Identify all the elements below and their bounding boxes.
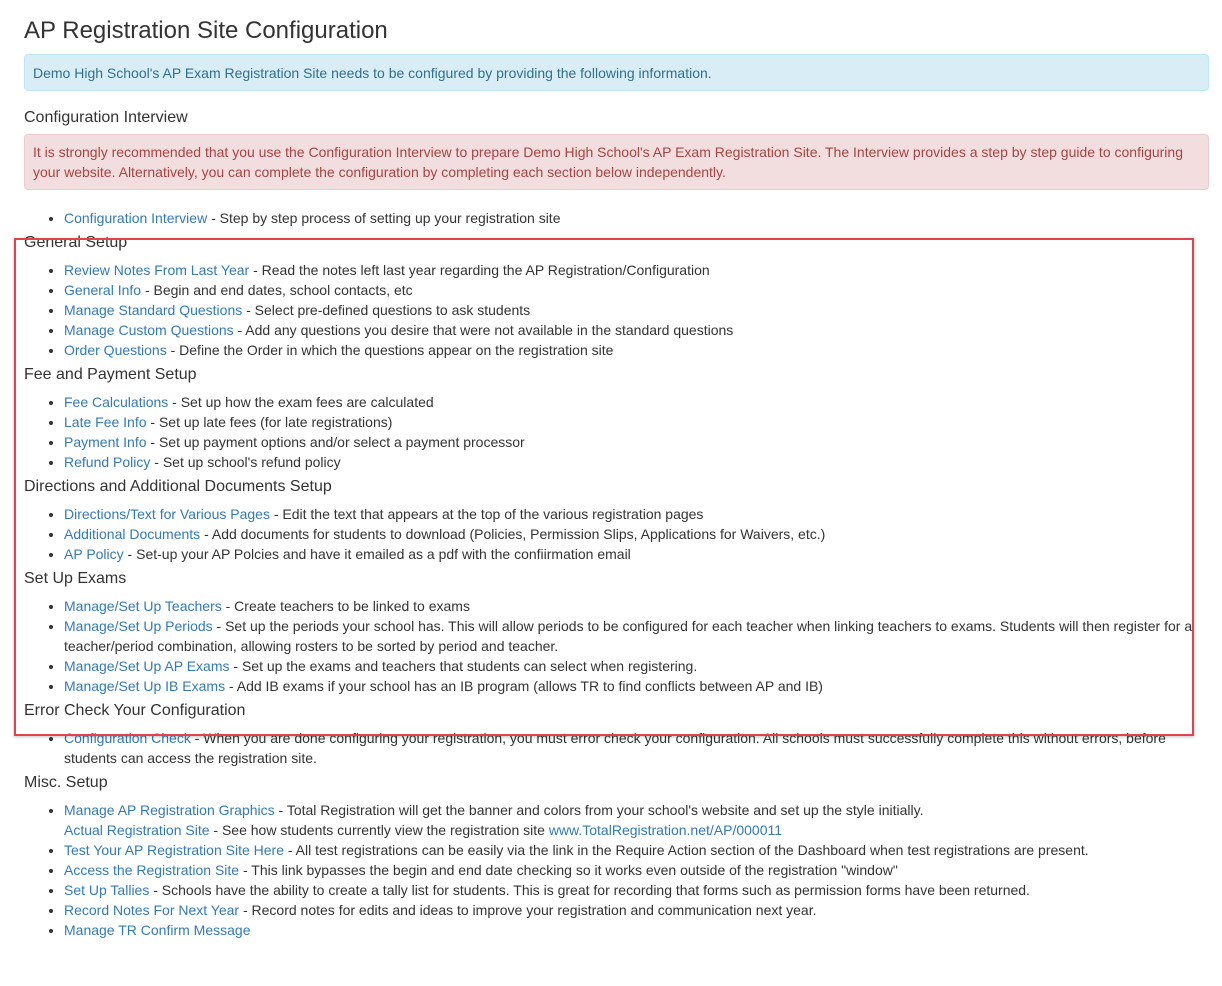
item-description: - Set up late fees (for late registrations) bbox=[146, 414, 393, 430]
list-item bbox=[64, 260, 1209, 280]
general-setup-list bbox=[24, 260, 1209, 360]
manage-standard-questions-link[interactable]: Manage Standard Questions bbox=[64, 302, 243, 318]
late-fee-info-link[interactable]: Late Fee Info bbox=[64, 414, 147, 430]
item-description: - When you are done configuring your registration, you must error check your configuration. All schools must successfully complete this without errors, before students can access the registration site. bbox=[64, 730, 1166, 766]
page-title: AP Registration Site Configuration bbox=[24, 17, 388, 44]
item-description: - Begin and end dates, school contacts, etc bbox=[141, 282, 413, 298]
directions-text-link[interactable]: Directions/Text for Various Pages bbox=[64, 506, 270, 522]
misc-setup-list bbox=[24, 800, 1209, 940]
item-description: - All test registrations can be easily via the link in the Require Action section of the Dashboard when test registrations are present. bbox=[283, 842, 1089, 858]
item-description: - Set up school's refund policy bbox=[150, 454, 341, 470]
list-item bbox=[64, 596, 1209, 616]
manage-tr-confirm-message-link[interactable]: Manage TR Confirm Message bbox=[64, 922, 251, 938]
payment-info-link[interactable]: Payment Info bbox=[64, 434, 147, 450]
manage-graphics-link[interactable]: Manage AP Registration Graphics bbox=[64, 802, 275, 818]
list-item bbox=[64, 800, 1209, 840]
section-heading-directions: Directions and Additional Documents Setup bbox=[24, 478, 332, 495]
section-heading-fee-payment: Fee and Payment Setup bbox=[24, 366, 197, 383]
list-item bbox=[64, 544, 1209, 564]
error-check-list bbox=[24, 728, 1209, 768]
manage-periods-link[interactable]: Manage/Set Up Periods bbox=[64, 618, 213, 634]
item-description: - Set up payment options and/or select a payment processor bbox=[146, 434, 525, 450]
access-registration-site-link[interactable]: Access the Registration Site bbox=[64, 862, 240, 878]
item-description: - Record notes for edits and ideas to improve your registration and communication next year. bbox=[239, 902, 817, 918]
actual-registration-site-link[interactable]: Actual Registration Site bbox=[64, 822, 210, 838]
list-item bbox=[64, 656, 1209, 676]
item-description: - Set up how the exam fees are calculated bbox=[168, 394, 434, 410]
refund-policy-link[interactable]: Refund Policy bbox=[64, 454, 151, 470]
info-alert: Demo High School's AP Exam Registration Site needs to be configured by providing the following information. bbox=[24, 54, 1209, 91]
list-item bbox=[64, 340, 1209, 360]
section-heading-misc-setup: Misc. Setup bbox=[24, 774, 108, 791]
section-heading-general-setup: General Setup bbox=[24, 234, 128, 251]
list-item bbox=[64, 280, 1209, 300]
configuration-interview-link[interactable]: Configuration Interview bbox=[64, 210, 208, 226]
item-description: - Add any questions you desire that were not available in the standard questions bbox=[233, 322, 734, 338]
manage-ap-exams-link[interactable]: Manage/Set Up AP Exams bbox=[64, 658, 230, 674]
manage-teachers-link[interactable]: Manage/Set Up Teachers bbox=[64, 598, 222, 614]
review-notes-link[interactable]: Review Notes From Last Year bbox=[64, 262, 250, 278]
set-up-tallies-link[interactable]: Set Up Tallies bbox=[64, 882, 150, 898]
list-item bbox=[64, 880, 1209, 900]
section-heading-configuration-interview: Configuration Interview bbox=[24, 109, 188, 126]
configuration-check-link[interactable]: Configuration Check bbox=[64, 730, 191, 746]
additional-documents-link[interactable]: Additional Documents bbox=[64, 526, 201, 542]
item-description: - This link bypasses the begin and end date checking so it works even outside of the registration "window" bbox=[239, 862, 898, 878]
item-description: - Set up the exams and teachers that students can select when registering. bbox=[229, 658, 698, 674]
item-description: - Create teachers to be linked to exams bbox=[221, 598, 470, 614]
item-description: - Add documents for students to download (Policies, Permission Slips, Applications for Waivers, etc.) bbox=[200, 526, 826, 542]
item-description: - Set up the periods your school has. This will allow periods to be configured for each teacher when linking teachers to exams. Students will then register for a teacher/period combination, allowing rosters to be sorted by period and teacher. bbox=[64, 618, 1193, 654]
registration-site-url-link[interactable]: www.TotalRegistration.net/AP/000011 bbox=[548, 822, 783, 838]
list-item bbox=[64, 676, 1209, 696]
fee-payment-list bbox=[24, 392, 1209, 472]
list-item bbox=[64, 920, 1209, 940]
list-item bbox=[64, 392, 1209, 412]
general-info-link[interactable]: General Info bbox=[64, 282, 142, 298]
list-item bbox=[64, 432, 1209, 452]
item-description: - Define the Order in which the questions appear on the registration site bbox=[166, 342, 614, 358]
list-item bbox=[64, 728, 1209, 768]
fee-calculations-link[interactable]: Fee Calculations bbox=[64, 394, 169, 410]
item-description: - Read the notes left last year regarding the AP Registration/Configuration bbox=[249, 262, 710, 278]
directions-list bbox=[24, 504, 1209, 564]
item-description: - Schools have the ability to create a tally list for students. This is great for recording that forms such as permission forms have been returned. bbox=[149, 882, 1030, 898]
section-heading-error-check: Error Check Your Configuration bbox=[24, 702, 246, 719]
item-description: - Total Registration will get the banner and colors from your school's website and set up the style initially. bbox=[274, 802, 924, 818]
manage-custom-questions-link[interactable]: Manage Custom Questions bbox=[64, 322, 234, 338]
item-description: - See how students currently view the registration site bbox=[209, 822, 549, 838]
item-description: - Add IB exams if your school has an IB program (allows TR to find conflicts between AP and IB) bbox=[225, 678, 823, 694]
record-notes-link[interactable]: Record Notes For Next Year bbox=[64, 902, 240, 918]
list-item bbox=[64, 208, 1209, 228]
list-item bbox=[64, 840, 1209, 860]
section-heading-set-up-exams: Set Up Exams bbox=[24, 570, 127, 587]
list-item bbox=[64, 616, 1209, 656]
recommendation-alert: It is strongly recommended that you use the Configuration Interview to prepare Demo High School's AP Exam Registration Site. The Interview provides a step by step guide to configuring your website. Alternatively, you can complete the configuration by completing each section below independently. bbox=[24, 134, 1209, 190]
list-item bbox=[64, 320, 1209, 340]
ap-policy-link[interactable]: AP Policy bbox=[64, 546, 124, 562]
list-item bbox=[64, 412, 1209, 432]
order-questions-link[interactable]: Order Questions bbox=[64, 342, 167, 358]
set-up-exams-list bbox=[24, 596, 1209, 696]
list-item bbox=[64, 452, 1209, 472]
item-description: - Set-up your AP Polcies and have it emailed as a pdf with the confiirmation email bbox=[123, 546, 631, 562]
item-description: - Step by step process of setting up your registration site bbox=[207, 210, 561, 226]
test-registration-site-link[interactable]: Test Your AP Registration Site Here bbox=[64, 842, 284, 858]
interview-list bbox=[24, 208, 1209, 228]
list-item bbox=[64, 860, 1209, 880]
item-description: - Select pre-defined questions to ask students bbox=[242, 302, 531, 318]
list-item bbox=[64, 900, 1209, 920]
list-item bbox=[64, 524, 1209, 544]
list-item bbox=[64, 300, 1209, 320]
list-item bbox=[64, 504, 1209, 524]
item-description: - Edit the text that appears at the top of the various registration pages bbox=[269, 506, 704, 522]
manage-ib-exams-link[interactable]: Manage/Set Up IB Exams bbox=[64, 678, 226, 694]
